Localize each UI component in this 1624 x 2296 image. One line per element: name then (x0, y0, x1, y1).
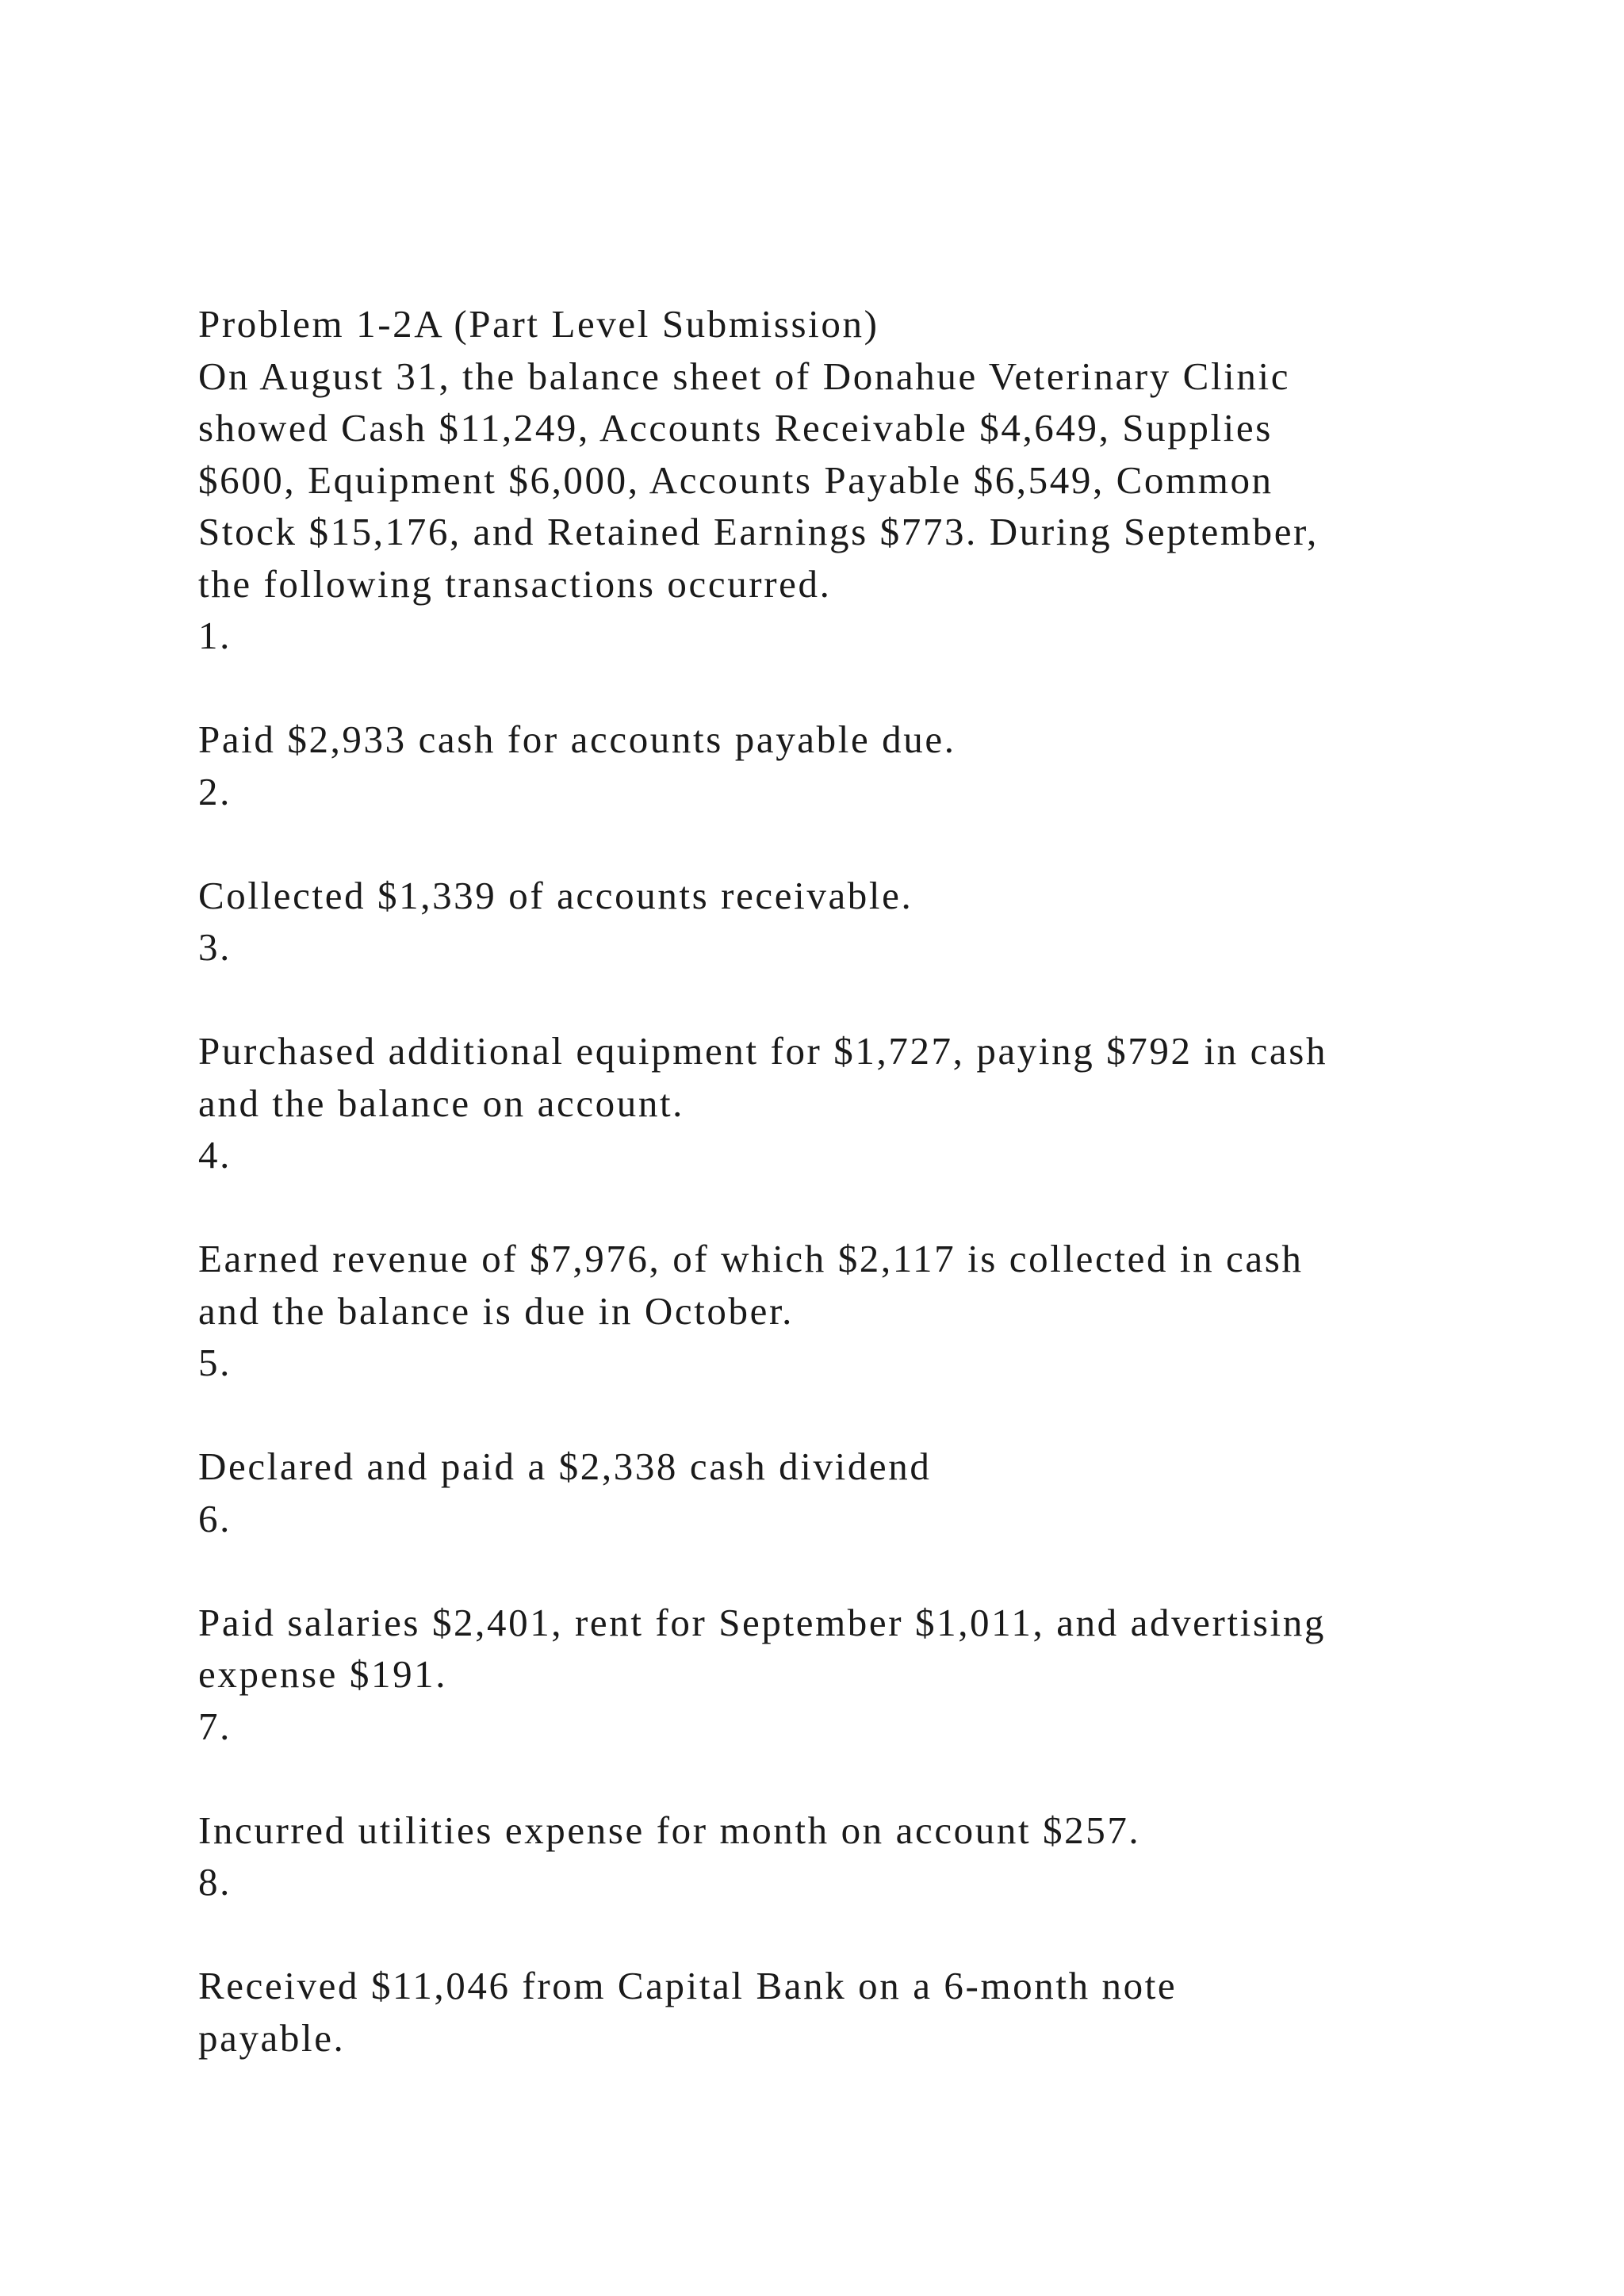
intro-paragraph (198, 350, 1499, 610)
transaction-number: 7. (198, 1704, 232, 1748)
intro-line: Stock $15,176, and Retained Earnings $773. During September, (198, 510, 1319, 553)
transaction-item (198, 766, 1499, 922)
transaction-number: 2. (198, 769, 232, 813)
transaction-item (198, 1856, 1499, 2064)
intro-line: the following transactions occurred. (198, 561, 832, 606)
transaction-text (198, 1597, 1499, 1701)
intro-line: $600, Equipment $6,000, Accounts Payable $6,549, Common (198, 457, 1274, 502)
transaction-list (198, 610, 1499, 2064)
transaction-text (198, 1025, 1499, 1129)
document-page (198, 298, 1499, 2064)
transaction-line: Collected $1,339 of accounts receivable. (198, 873, 914, 917)
transaction-line: and the balance on account. (198, 1081, 685, 1125)
transaction-text (198, 1960, 1499, 2064)
transaction-line: payable. (198, 2015, 346, 2060)
transaction-line: Declared and paid a $2,338 cash dividend (198, 1445, 932, 1488)
transaction-number: 5. (198, 1341, 232, 1384)
transaction-text (198, 1804, 1499, 1857)
transaction-line: expense $191. (198, 1652, 448, 1696)
transaction-item (198, 610, 1499, 766)
transaction-item (198, 1493, 1499, 1701)
intro-line: showed Cash $11,249, Accounts Receivable $4,649, Supplies (198, 406, 1273, 450)
transaction-line: Paid salaries $2,401, rent for September $1,011, and advertising (198, 1600, 1326, 1644)
transaction-number: 1. (198, 614, 232, 657)
transaction-line: Incurred utilities expense for month on account $257. (198, 1808, 1141, 1852)
transaction-number: 4. (198, 1133, 232, 1177)
transaction-item (198, 1701, 1499, 1857)
transaction-number: 8. (198, 1860, 232, 1904)
transaction-number: 6. (198, 1496, 232, 1540)
transaction-line: and the balance is due in October. (198, 1288, 795, 1333)
transaction-text (198, 870, 1499, 922)
transaction-text (198, 1233, 1499, 1337)
transaction-item (198, 1129, 1499, 1337)
transaction-line: Earned revenue of $7,976, of which $2,117 is collected in cash (198, 1237, 1304, 1280)
transaction-item (198, 1337, 1499, 1493)
transaction-line: Paid $2,933 cash for accounts payable due. (198, 718, 956, 761)
intro-line: On August 31, the balance sheet of Donahue Veterinary Clinic (198, 354, 1291, 398)
transaction-number: 3. (198, 925, 232, 969)
transaction-line: Purchased additional equipment for $1,727, paying $792 in cash (198, 1029, 1328, 1073)
transaction-text (198, 1441, 1499, 1493)
transaction-text (198, 714, 1499, 766)
transaction-item (198, 921, 1499, 1129)
transaction-line: Received $11,046 from Capital Bank on a 6-month note (198, 1964, 1178, 2007)
problem-title: Problem 1-2A (Part Level Submission) (198, 302, 879, 346)
